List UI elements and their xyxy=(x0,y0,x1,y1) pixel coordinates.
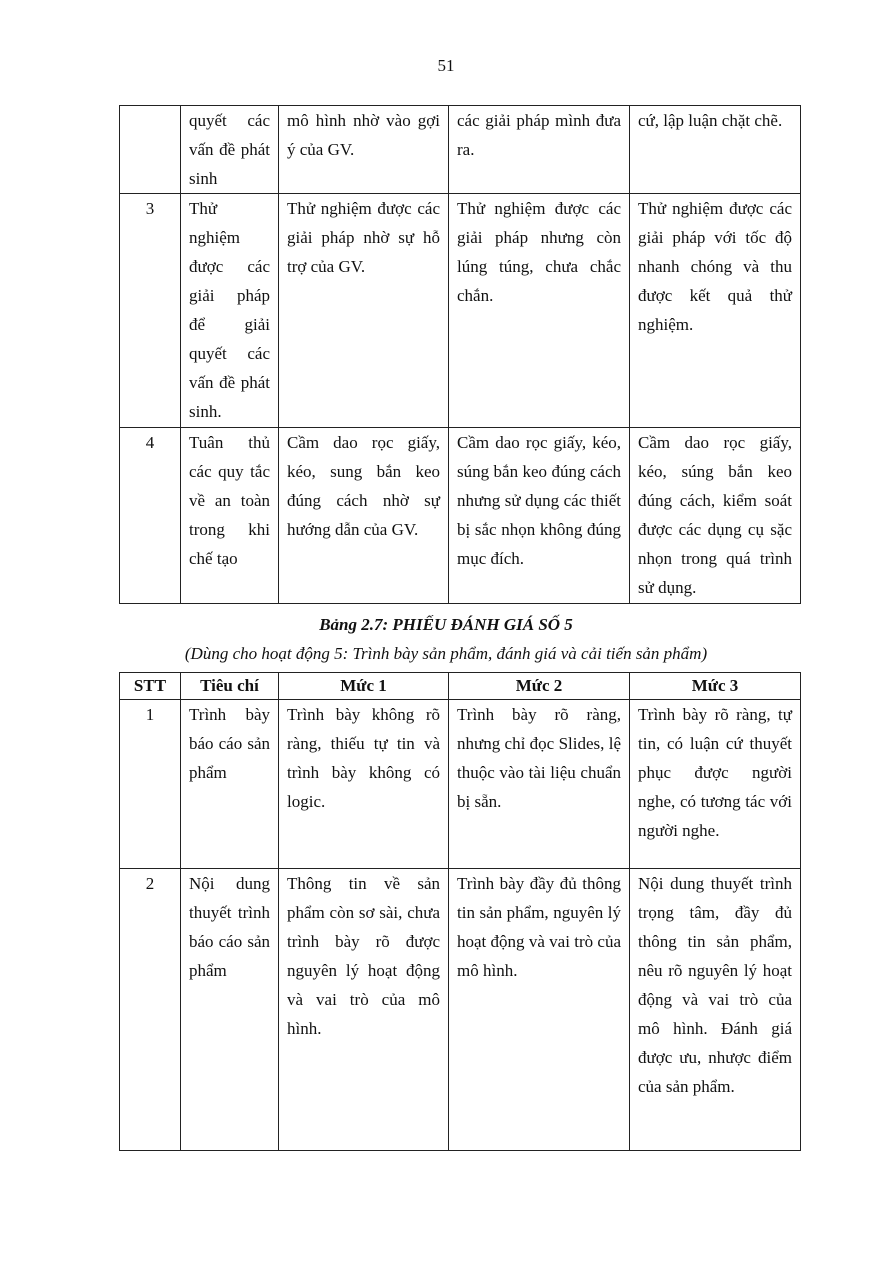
criterion-cell: Thử nghiệm được các giải pháp để giải quyết các vấn đề phát sinh. xyxy=(181,194,279,428)
evaluation-table-5 xyxy=(119,672,801,1151)
table-caption-subtitle: (Dùng cho hoạt động 5: Trình bày sản phẩm, đánh giá và cải tiến sản phẩm) xyxy=(184,644,708,663)
level2-cell: Trình bày rõ ràng, nhưng chỉ đọc Slides, lệ thuộc vào tài liệu chuẩn bị sẵn. xyxy=(449,700,630,869)
stt-cell: 3 xyxy=(120,194,181,428)
header-criterion: Tiêu chí xyxy=(181,673,279,700)
level2-cell: Thử nghiệm được các giải pháp nhưng còn lúng túng, chưa chắc chắn. xyxy=(449,194,630,428)
level1-cell: mô hình nhờ vào gợi ý của GV. xyxy=(279,106,449,194)
level1-cell: Thử nghiệm được các giải pháp nhờ sự hỗ trợ của GV. xyxy=(279,194,449,428)
table-row xyxy=(120,869,801,1151)
table-row xyxy=(120,700,801,869)
level1-cell: Trình bày không rõ ràng, thiếu tự tin và trình bày không có logic. xyxy=(279,700,449,869)
header-level3: Mức 3 xyxy=(630,673,801,700)
stt-cell: 2 xyxy=(120,869,181,1151)
stt-cell: 4 xyxy=(120,428,181,604)
criterion-cell: Nội dung thuyết trình báo cáo sản phẩm xyxy=(181,869,279,1151)
level3-cell: Trình bày rõ ràng, tự tin, có luận cứ thuyết phục được người nghe, có tương tác với người nghe. xyxy=(630,700,801,869)
level2-cell: Cầm dao rọc giấy, kéo, súng bắn keo đúng cách nhưng sử dụng các thiết bị sắc nhọn không đúng mục đích. xyxy=(449,428,630,604)
level1-cell: Cầm dao rọc giấy, kéo, sung bắn keo đúng cách nhờ sự hướng dẫn của GV. xyxy=(279,428,449,604)
table-row xyxy=(120,106,801,194)
criterion-cell: Trình bày báo cáo sản phẩm xyxy=(181,700,279,869)
level3-cell: Cầm dao rọc giấy, kéo, súng bắn keo đúng cách, kiểm soát được các dụng cụ sặc nhọn trong quá trình sử dụng. xyxy=(630,428,801,604)
level3-cell: Thử nghiệm được các giải pháp với tốc độ nhanh chóng và thu được kết quả thử nghiệm. xyxy=(630,194,801,428)
header-stt: STT xyxy=(120,673,181,700)
level1-cell: Thông tin về sản phẩm còn sơ sài, chưa trình bày rõ được nguyên lý hoạt động và vai trò của mô hình. xyxy=(279,869,449,1151)
criterion-cell: quyết các vấn đề phát sinh xyxy=(181,106,279,194)
header-level1: Mức 1 xyxy=(279,673,449,700)
stt-cell xyxy=(120,106,181,194)
table-row xyxy=(120,428,801,604)
level3-cell: Nội dung thuyết trình trọng tâm, đầy đủ thông tin sản phẩm, nêu rõ nguyên lý hoạt động và vai trò của mô hình. Đánh giá được ưu, nhược điểm của sản phẩm. xyxy=(630,869,801,1151)
evaluation-table-continued xyxy=(119,105,801,604)
table-caption-title: Bảng 2.7: PHIẾU ĐÁNH GIÁ SỐ 5 xyxy=(319,615,573,634)
level2-cell: Trình bày đầy đủ thông tin sản phẩm, nguyên lý hoạt động và vai trò của mô hình. xyxy=(449,869,630,1151)
level3-cell: cứ, lập luận chặt chẽ. xyxy=(630,106,801,194)
stt-cell: 1 xyxy=(120,700,181,869)
level2-cell: các giải pháp mình đưa ra. xyxy=(449,106,630,194)
table-header-row xyxy=(120,673,801,700)
criterion-cell: Tuân thủ các quy tắc về an toàn trong khi chế tạo xyxy=(181,428,279,604)
page-number: 51 xyxy=(437,56,455,75)
header-level2: Mức 2 xyxy=(449,673,630,700)
table-row xyxy=(120,194,801,428)
